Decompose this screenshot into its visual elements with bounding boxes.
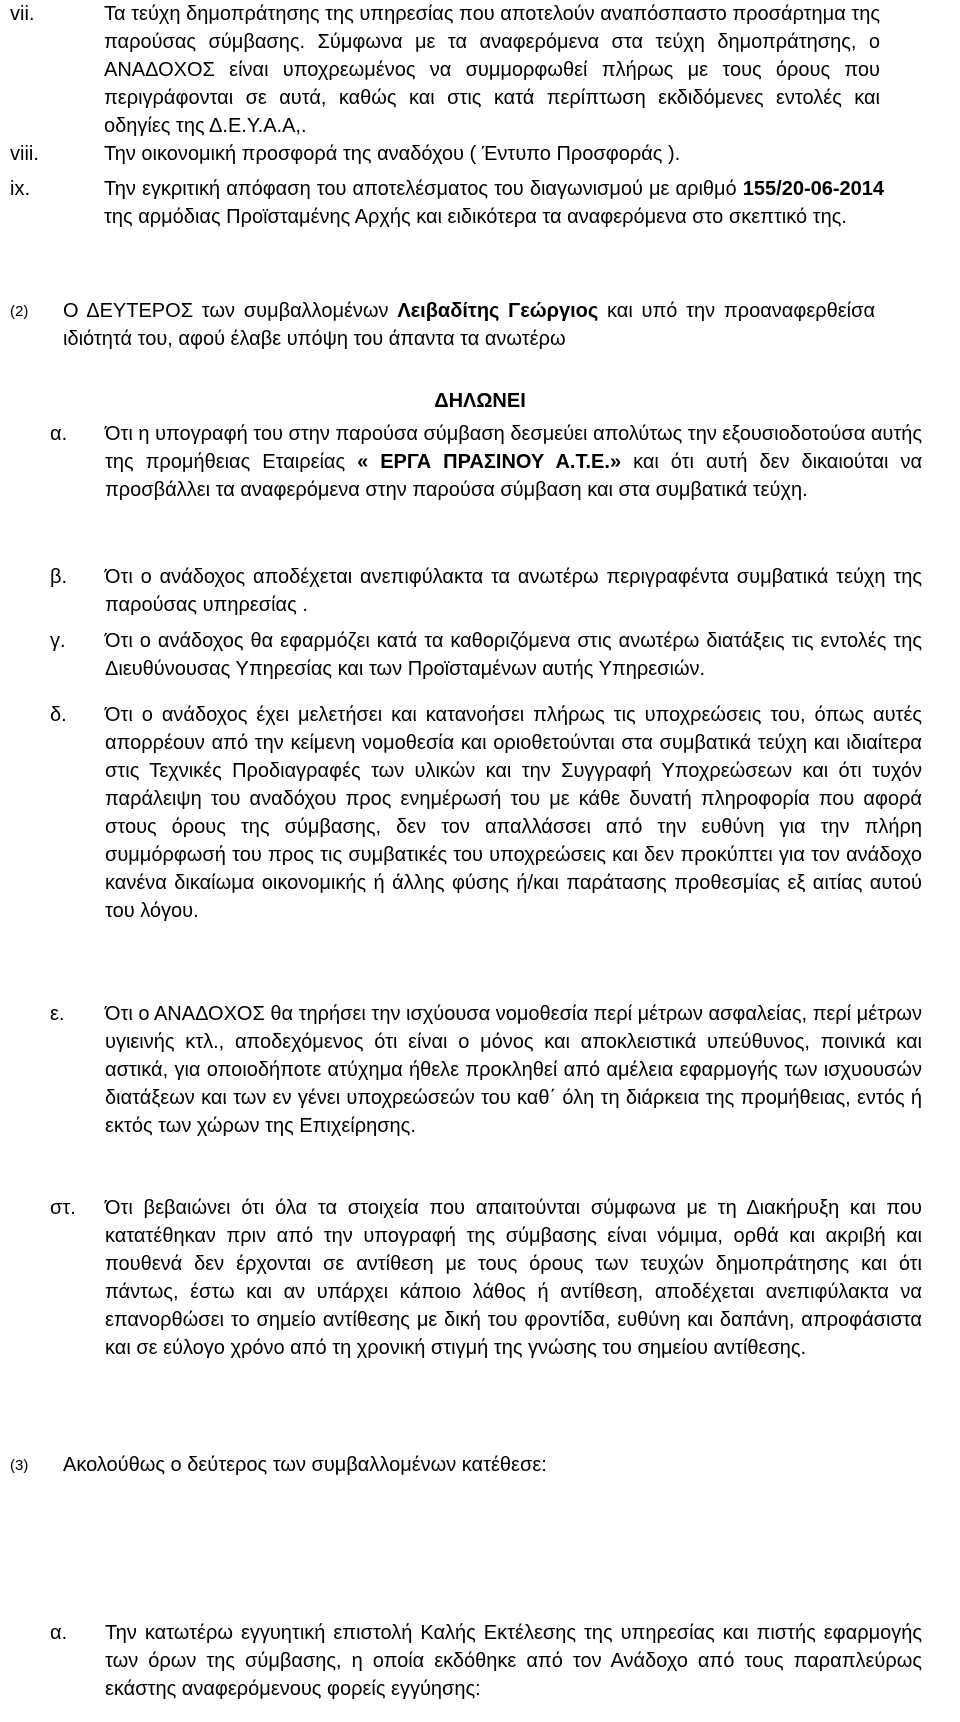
item-label: α.	[50, 1622, 68, 1644]
item-text: Ότι ο ΑΝΑΔΟΧΟΣ θα τηρήσει την ισχύουσα νομοθεσία περί μέτρων ασφαλείας, περί μέτρων υγιεινής κτλ., αποδεχόμενος ότι είναι ο μόνος και αποκλειστικά υπεύθυνος, ποινικά και αστικά, για οποιοδήποτε ατύχημα ήθελε προκληθεί από αμέλεια εφαρμογής των ισχυουσών διατάξεων και των εν γένει υποχρεώσεών του καθ΄ όλη τη διάρκεια της προμήθειας, εντός ή εκτός των χώρων της Επιχείρησης.	[105, 1003, 922, 1137]
item-label: στ.	[50, 1197, 76, 1219]
section-text: Ακολούθως ο δεύτερος των συμβαλλομένων κατέθεσε:	[63, 1454, 547, 1476]
item-label: ix.	[10, 178, 30, 200]
item-label: viii.	[10, 143, 39, 165]
item-label: δ.	[50, 704, 67, 726]
item-label: vii.	[10, 3, 35, 25]
party-name: Λειβαδίτης Γεώργιος	[397, 300, 599, 322]
section-number: (2)	[10, 303, 29, 320]
item-text: Ότι ο ανάδοχος θα εφαρμόζει κατά τα καθοριζόμενα στις ανωτέρω διατάξεις τις εντολές της Διευθύνουσας Υπηρεσίας και των Προϊσταμένων αυτής Υπηρεσιών.	[105, 630, 922, 680]
company-name: « ΕΡΓΑ ΠΡΑΣΙΝΟΥ Α.Τ.Ε.»	[357, 451, 622, 473]
item-text	[105, 420, 922, 504]
item-text: Ότι βεβαιώνει ότι όλα τα στοιχεία που απαιτούνται σύμφωνα με τη Διακήρυξη και που κατατέθηκαν πριν από την υπογραφή της σύμβασης είναι νόμιμα, ορθά και ακριβή και πουθενά δεν έρχονται σε αντίθεση με τους όρους των τευχών δημοπράτησης και ότι πάντως, έστω και αν υπάρχει κάποιο λάθος ή αντίθεση, αποδέχεται ανεπιφύλακτα να επανορθώσει το σημείο αντίθεσης με δική του φροντίδα, ευθύνη και δαπάνη, απροφάσιστα και σε εύλογο χρόνο από τη χρονική στιγμή της γνώσης του σημείου αντίθεσης.	[105, 1197, 922, 1359]
item-label: α.	[50, 423, 68, 445]
item-label: γ.	[50, 630, 66, 652]
item-text: Ότι ο ανάδοχος αποδέχεται ανεπιφύλακτα τα ανωτέρω περιγραφέντα συμβατικά τεύχη της παρούσας υπηρεσίας .	[105, 566, 922, 616]
heading-declares: ΔΗΛΩΝΕΙ	[434, 390, 526, 412]
item-text-part: της αρμόδιας Προϊσταμένης Αρχής και ειδικότερα τα αναφερόμενα στο σκεπτικό της.	[104, 206, 847, 228]
decision-number: 155/20-06-2014	[742, 178, 884, 200]
item-text: Την κατωτέρω εγγυητική επιστολή Καλής Εκτέλεσης της υπηρεσίας και πιστής εφαρμογής των όρων της σύμβασης, η οποία εκδόθηκε από τον Ανάδοχο από τους παραπλεύρως εκάστης αναφερόμενους φορείς εγγύησης:	[105, 1622, 922, 1700]
item-text: Ότι ο ανάδοχος έχει μελετήσει και κατανοήσει πλήρως τις υποχρεώσεις του, όπως αυτές απορρέουν από την κείμενη νομοθεσία και οριοθετούνται στα συμβατικά τεύχη και ιδιαίτερα στις Τεχνικές Προδιαγραφές των υλικών και την Συγγραφή Υποχρεώσεων και ότι τυχόν παράλειψη του αναδόχου προς ενημέρωσή του με κάθε δυνατή πληροφορία που αφορά στους όρους της σύμβασης, δεν τον απαλλάσσει από την ευθύνη για την πλήρη συμμόρφωσή του προς τις συμβατικές του υποχρεώσεις και δεν προκύπτει για τον ανάδοχο κανένα δικαίωμα οικονομικής ή άλλης φύσης ή/και παράτασης προθεσμίας εξ αιτίας αυτού του λόγου.	[105, 704, 922, 922]
item-text-part: και ότι αυτή δεν δικαιούται να προσβάλλει τα αναφερόμενα στην παρούσα σύμβαση και στα συμβατικά τεύχη.	[105, 451, 923, 501]
item-label: β.	[50, 566, 68, 588]
item-text-part: Ότι η υπογραφή του στην παρούσα σύμβαση δεσμεύει απολύτως την εξουσιοδοτούσα αυτής της προμήθειας Εταιρείας	[105, 423, 922, 473]
item-text	[104, 175, 884, 231]
section-number: (3)	[10, 1457, 29, 1474]
item-text: Τα τεύχη δημοπράτησης της υπηρεσίας που αποτελούν αναπόσπαστο προσάρτημα της παρούσας σύμβασης. Σύμφωνα με τα αναφερόμενα στα τεύχη δημοπράτησης, ο ΑΝΑΔΟΧΟΣ είναι υποχρεωμένος να συμμορφωθεί πλήρως με τους όρους που περιγράφονται σε αυτά, καθώς και στις κατά περίπτωση εκδιδόμενες εντολές και οδηγίες της Δ.Ε.Υ.Α.Α,.	[104, 3, 880, 137]
item-label: ε.	[50, 1003, 65, 1025]
section-text-part: Ο ΔΕΥΤΕΡΟΣ των συμβαλλομένων	[63, 300, 389, 322]
item-text-part: Την εγκριτική απόφαση του αποτελέσματος του διαγωνισμού με αριθμό	[104, 178, 737, 200]
section-text-part: και υπό την προαναφερθείσα ιδιότητά του, αφού έλαβε υπόψη του άπαντα τα ανωτέρω	[63, 300, 876, 350]
section-text	[63, 297, 875, 353]
item-text: Την οικονομική προσφορά της αναδόχου ( Έντυπο Προσφοράς ).	[104, 143, 681, 165]
